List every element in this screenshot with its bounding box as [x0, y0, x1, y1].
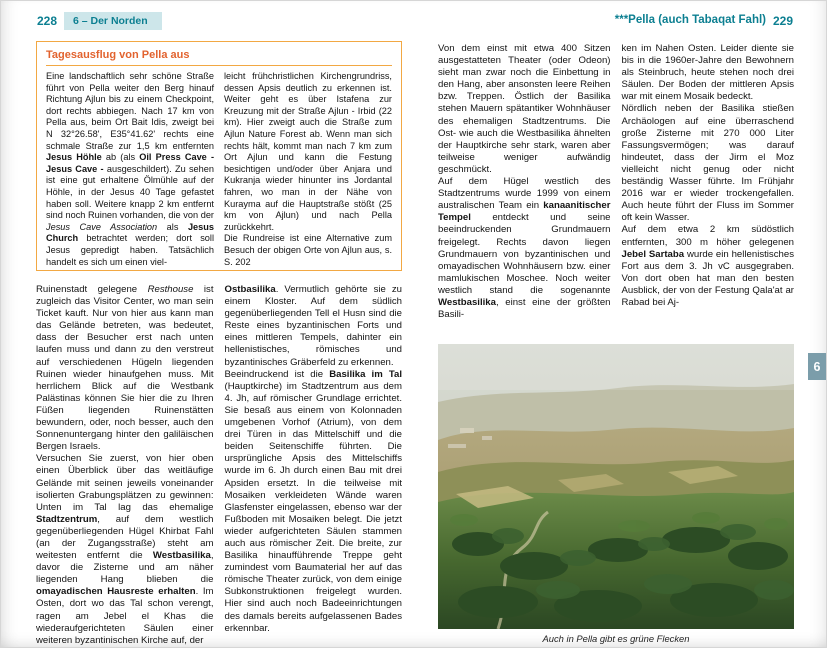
- chapter-tab: 6: [808, 353, 826, 380]
- right-page-body: [438, 43, 794, 343]
- tip-box-column-1: Eine landschaftlich sehr schöne Straße führt von Pella weiter den Berg hinauf Richtung Ajlun bis zu einem Checkpoint, dort rechts abbiegen. Nach 17 km von Pella aus, beim Ort Bait Idis, zweigt bei N 32°26.58', E35°41.62' rechts eine schmale Straße zur 1,5 km entfernten Jesus Höhle ab (als Oil Press Cave - Jesus Cave - ausgeschildert). Zu sehen ist eine gut erhaltene Ölmühle auf der Höhle, in der Jesus 40 Tage gefastet haben soll. Weitere knapp 2 km entfernt sind noch Ruinen vorhanden, die von der Jesus Cave Association als Jesus Church betrachtet werden; dort soll Jesus gepredigt haben. Tatsächlich handelt es sich um einen viel-: [46, 71, 215, 267]
- tip-box-divider: [46, 65, 392, 66]
- tip-box-column-2: leicht frühchristlichen Kirchengrundriss, dessen Apsis deutlich zu erkennen ist. Weiter geht es über Istafena zur Kreuzung mit der Straße Ajlun - Irbid (22 km). Hier zweigt auch die Straße zum Ajlun Nature Forest ab. Wenn man sich rechts hält, kommt man nach 7 km zum Ort Ajlun und kann die Festung besichtigen und/oder über Anjara und Kukranja wieder hinunter ins Jordantal fahren, wo man in der Nähe von Kurayma auf die Hauptstraße stößt (25 km von Ajlun) und nach Pella zurückkehrt. Die Rundreise ist eine Alternative zum Besuch der obigen Orte von Ajlun aus, s. S. 202: [224, 71, 392, 267]
- photo-caption: Auch in Pella gibt es grüne Flecken: [542, 633, 690, 644]
- landscape-illustration: [438, 344, 794, 629]
- right-page-column-1: Von dem einst mit etwa 400 Sitzen ausgestatteten Theater (oder Odeon) sieht man zwar noch die Einbettung in den Hang, aber ansonsten leere Reihen bzw. Treppen. Östlich der Basilika stehen Mauern spätantiker Wohnhäuser des ehemaligen Stadtzentrums. Die Ost- wie auch die Westbasilika ähnelten der Hauptkirche sehr stark, waren aber teilweise weniger aufwändig geschmückt. Auf dem Hügel westlich des Stadtzentrums wurde 1999 von einem australischen Team ein kanaanitischer Tempel entdeckt und seine beeindruckenden Grundmauern freigelegt. Rechts davon liegen Grundmauern von byzantinischen und omayadischen Wohnhäusern bzw. einer mamlukischen Moschee. Noch weiter westlich stand die sogenannte Westbasilika, einst eine der größten Basili-: [438, 43, 611, 321]
- page-number-right: 229: [773, 14, 794, 28]
- left-page-column-2: Ostbasilika. Vermutlich gehörte sie zu einem Kloster. Auf dem südlich gegenüberliegenden Tell el Husn sind die Reste eines byzantinischen Forts und eines mittleren Tempels, dahinter ein hellenistisches, römisches und byzantinisches Gräberfeld zu erkennen. Beeindruckend ist die Basilika im Tal (Hauptkirche) im Stadtzentrum aus dem 4. Jh, auf römischer Grundlage errichtet. Sie besaß aus einem von Kolonnaden umgebenen Vorhof (Atrium), von dem drei Türen in das Mittelschiff und die beiden Seitenschiffe führten. Die ursprüngliche Apsis des Mittelschiffs wurde im 6. Jh durch einen Bau mit drei Apsiden ersetzt. In die teilweise mit Mosaiken verkleideten Wände waren Glasfenster eingelassen, ebenso war der Fußboden mit Mosaiken belegt. Die jetzt wieder aufgerichteten Säulen stammen auch aus römischer Zeit. Die breite, zur Basilika hinaufführende Treppe geht zumindest vom Baumaterial her auf das römische Theater zurück, von dem einige Subkonstruktionen freigelegt wurden. Hier sind auch noch Badeeinrichtungen des damals bereits aufgelassenen Bades erkennbar.: [224, 284, 402, 634]
- left-page-column-1: Ruinenstadt gelegene Resthouse ist zugleich das Visitor Center, wo man sein Ticket kauft. Nur von hier aus kann man das Gelände betreten, was bedeutet, dass der Besucher erst nach unten laufen muss und dann zu den verstreut auf verschiedenen Hügeln liegenden Ruinen wieder hinaufgehen muss. Mit herrlichem Blick auf die Westbank Palästinas können Sie hier die zu Ihren Füßen liegenden Ruinenstätten bewundern, oder, noch besser, auch den Sonnenuntergang hinter den galiläischen Bergen Israels. Versuchen Sie zuerst, von hier oben einen Überblick über das weitläufige Gelände mit seinen jeweils voneinander isolierten Grabungsplätzen zu gewinnen: Unten im Tal lag das ehemalige Stadtzentrum, auf dem westlich gegenüberliegenden Hügel Khirbat Fahl (an der Zugangsstraße) steht am weitesten entfernt die Westbasilika, davor die Zisterne und am näher liegenden Hang blieben die omayadischen Hausreste erhalten. Im Osten, dort wo das Tal schon verengt, ragen am Jebel el Khas die wiederaufgerichteten Säulen einer weiteren byzantinischen Kirche auf, der: [36, 284, 214, 646]
- chapter-badge: 6 – Der Norden: [64, 12, 162, 30]
- tip-box-title: Tagesausflug von Pella aus: [46, 49, 190, 61]
- right-page-column-2: ken im Nahen Osten. Leider diente sie bis in die 1960er-Jahre den Bewohnern als Steinbruch, heute stehen noch drei Säulen. Der Boden der mittleren Apsis war mit einem Mosaik bedeckt. Nördlich neben der Basilika stießen Archäologen auf eine überraschend große Zisterne mit 270 000 Liter Fassungsvermögen; was darauf hindeutet, dass der Jirm el Moz vielleicht nicht genug oder nicht beständig Wasser führte. Im Frühjahr 2016 war er wieder trockengefallen. Auch heute führt der Fluss im Sommer oft kein Wasser. Auf dem etwa 2 km südöstlich entfernten, 300 m höher gelegenen Jebel Sartaba wurde ein hellenistisches Fort aus dem 3. Jh vC ausgegraben. Von dort oben hat man den besten Ausblick, der von der Festung Qala'at ar Rabad bei Aj-: [621, 43, 794, 308]
- page-header-title: ***Pella (auch Tabaqat Fahl): [614, 14, 766, 26]
- page-number-left: 228: [37, 14, 58, 28]
- tip-box: [36, 41, 402, 271]
- pella-valley-photo: [438, 344, 794, 629]
- tip-box-columns: [46, 71, 392, 268]
- left-page-body: [36, 284, 402, 647]
